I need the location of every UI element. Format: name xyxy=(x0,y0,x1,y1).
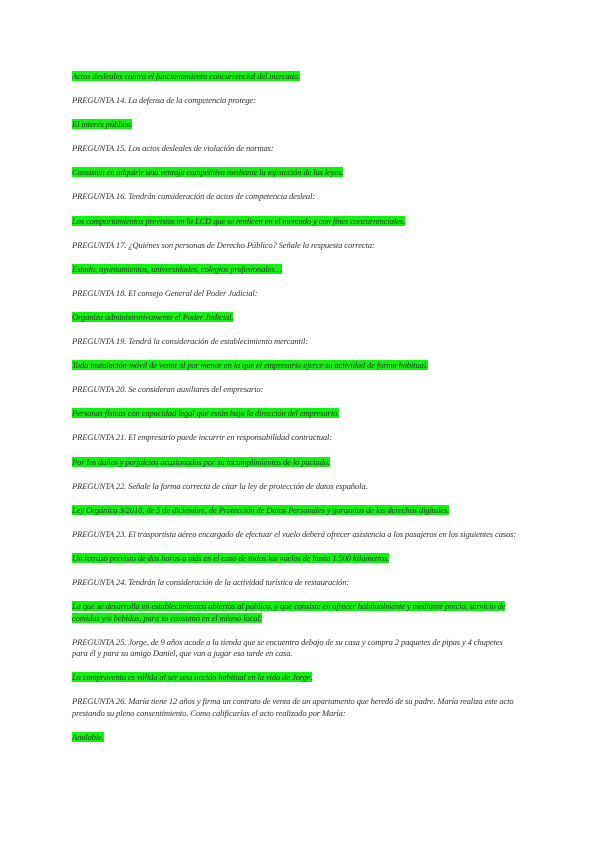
answer-paragraph xyxy=(72,553,518,565)
answer-paragraph xyxy=(72,216,518,228)
question-paragraph: PREGUNTA 19. Tendrá la consideración de establecimiento mercantil: xyxy=(72,336,308,347)
answer-paragraph xyxy=(72,672,518,684)
answer-paragraph xyxy=(72,457,518,469)
answer-paragraph xyxy=(72,408,518,420)
highlighted-answer: Un retraso previsto de dos horas o más en el caso de todos los vuelos de hasta 1.500 kilómetros. xyxy=(72,552,390,563)
answer-paragraph xyxy=(72,601,518,624)
highlighted-answer: La que se desarrolla en establecimientos abiertos al público, y que consiste en ofrecer habitualmente y mediante precio, servicio de comidas y/o bebidas, para su consumo en el mismo local. xyxy=(72,601,506,623)
highlighted-answer: Personas físicas con capacidad legal que están bajo la dirección del empresario. xyxy=(72,408,340,419)
question-paragraph: PREGUNTA 18. El consejo General del Poder Judicial: xyxy=(72,287,258,298)
answer-paragraph xyxy=(72,505,518,517)
question-paragraph: PREGUNTA 15. Los actos desleales de violación de normas: xyxy=(72,143,274,154)
answer-paragraph xyxy=(72,264,518,276)
document-body xyxy=(72,71,518,756)
question-paragraph: PREGUNTA 16. Tendrán consideración de actos de competencia desleal: xyxy=(72,191,316,202)
highlighted-answer: Actos desleales contra el funcionamiento concurrencial del mercado. xyxy=(72,71,300,81)
question-paragraph: PREGUNTA 23. El trasportista aéreo encargado de efectuar el vuelo deberá ofrecer asistencia a los pasajeros en los siguientes casos: xyxy=(72,528,517,539)
question-paragraph: PREGUNTA 25. Jorge, de 9 años acude a la tienda que se encuentra debajo de su casa y compra 2 paquetes de pipas y 4 chupetes para él y para su amigo Daniel, que van a jugar esa tarde en casa. xyxy=(72,636,503,659)
highlighted-answer: El interés público. xyxy=(72,119,133,130)
answer-paragraph xyxy=(72,71,518,83)
answer-paragraph xyxy=(72,732,518,744)
answer-paragraph xyxy=(72,312,518,324)
highlighted-answer: Organiza administrativamente el Poder Judicial. xyxy=(72,311,234,322)
answer-paragraph xyxy=(72,167,518,179)
highlighted-answer: Los comportamientos previstos en la LCD que se realicen en el mercado y con fines concurrenciales. xyxy=(72,215,405,226)
question-paragraph: PREGUNTA 21. El empresario puede incurrir en responsabilidad contractual: xyxy=(72,432,332,443)
highlighted-answer: La compraventa es válida al ser una acción habitual en la vida de Jorge. xyxy=(72,672,313,683)
question-paragraph: PREGUNTA 24. Tendrán la consideración de la actividad turística de restauración: xyxy=(72,576,350,587)
question-paragraph: PREGUNTA 22. Señale la forma correcta de citar la ley de protección de datos española. xyxy=(72,480,368,491)
answer-paragraph xyxy=(72,360,518,372)
question-paragraph: PREGUNTA 17. ¿Quiénes son personas de Derecho Público? Señale la respuesta correcta: xyxy=(72,239,375,250)
question-paragraph: PREGUNTA 26. María tiene 12 años y firma un contrato de venta de un apartamento que heredó de su padre. María realiza este acto prestando su pleno consentimiento. Como calificarías el acto realizado por María: xyxy=(72,696,514,718)
highlighted-answer: Ley Orgánica 3/2018, de 5 de diciembre, de Protección de Datos Personales y garantías de los derechos digitales. xyxy=(72,504,450,515)
highlighted-answer: Consisten en adquirir una ventaja competitiva mediante la infracción de las leyes. xyxy=(72,167,344,178)
highlighted-answer: Anulable. xyxy=(72,731,104,742)
highlighted-answer: Por los daños y perjuicios ocasionados por su incumplimientos de lo pactado. xyxy=(72,456,330,467)
question-paragraph: PREGUNTA 20. Se consideran auxiliares del empresario: xyxy=(72,384,264,395)
highlighted-answer: Toda instalación móvil de venta al por menor en la que el empresario ejerce su actividad de forma habitual. xyxy=(72,360,429,371)
question-paragraph: PREGUNTA 14. La defensa de la competencia protege: xyxy=(72,95,256,106)
answer-paragraph xyxy=(72,119,518,131)
highlighted-answer: Estado, ayuntamientos, universidades, colegios profesionales… xyxy=(72,263,282,274)
